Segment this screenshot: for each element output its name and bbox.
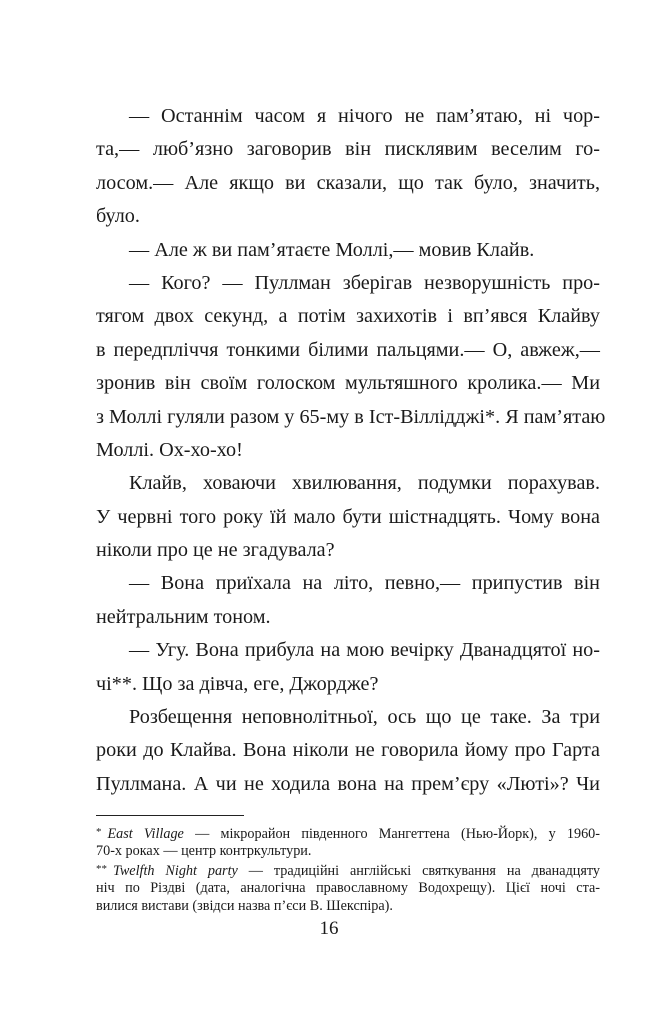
text-line: — Угу. Вона прибула на мою вечірку Дванадцятої но- bbox=[129, 639, 600, 662]
text-line: чі**. Що за дівча, еге, Джордже? bbox=[96, 672, 379, 695]
text-line: роки до Клайва. Вона ніколи не говорила йому про Гарта bbox=[96, 739, 600, 762]
text-line: та,— люб’язно заговорив він писклявим веселим го- bbox=[96, 138, 600, 161]
text-line: в передпліччя тонкими білими пальцями.— О, авжеж,— bbox=[96, 338, 600, 361]
text-line: Розбещення неповнолітньої, ось що це таке. За три bbox=[129, 706, 600, 729]
text-line: нейтральним тоном. bbox=[96, 605, 271, 628]
text-line: тягом двох секунд, а потім захихотів і вп’явся Клайву bbox=[96, 305, 600, 328]
footnote-divider bbox=[96, 815, 244, 816]
text-line: з Моллі гуляли разом у 65-му в Іст-Віллідджі*. Я пам’ятаю bbox=[96, 405, 606, 428]
text-line: ніколи про це не згадувала? bbox=[96, 539, 335, 562]
text-line: — Останнім часом я нічого не пам’ятаю, ні чор- bbox=[129, 105, 600, 127]
footnote-1-line-2: 70-х роках — центр контркультури. bbox=[96, 842, 312, 859]
text-line: Моллі. Ох-хо-хо! bbox=[96, 438, 243, 461]
footnotes bbox=[96, 823, 600, 916]
text-line: зронив він своїм голоском мультяшного кролика.— Ми bbox=[96, 372, 600, 395]
text-block bbox=[96, 100, 606, 801]
footnote-1-line-1: * East Village — мікрорайон південного Мангеттена (Нью-Йорк), у 1960- bbox=[96, 826, 600, 842]
body-text bbox=[96, 100, 606, 801]
footnote-2-line-2: ніч по Різдві (дата, аналогічна православному Водохрещу). Цієї ночі ста- bbox=[96, 879, 600, 896]
text-line: було. bbox=[96, 205, 140, 228]
text-line: — Але ж ви пам’ятаєте Моллі,— мовив Клайв. bbox=[129, 238, 535, 261]
text-line: — Вона приїхала на літо, певно,— припустив він bbox=[129, 572, 600, 595]
footnote-2-line-3: вилися вистави (звідси назва п’єси В. Шекспіра). bbox=[96, 898, 393, 914]
text-line: У червні того року їй мало бути шістнадцять. Чому вона bbox=[96, 505, 600, 528]
text-line: Пуллмана. А чи не ходила вона на прем’єру «Люті»? Чи bbox=[96, 772, 600, 795]
text-line: — Кого? — Пуллман зберігав незворушність про- bbox=[129, 271, 600, 294]
footnote-2-line-1: ** Twelfth Night party — традиційні англійські святкування на дванадцяту bbox=[96, 863, 601, 879]
text-line: лосом.— Але якщо ви сказали, що так було, значить, bbox=[96, 171, 600, 194]
page-number: 16 bbox=[319, 918, 339, 939]
text-line: Клайв, ховаючи хвилювання, подумки порахував. bbox=[129, 472, 600, 495]
